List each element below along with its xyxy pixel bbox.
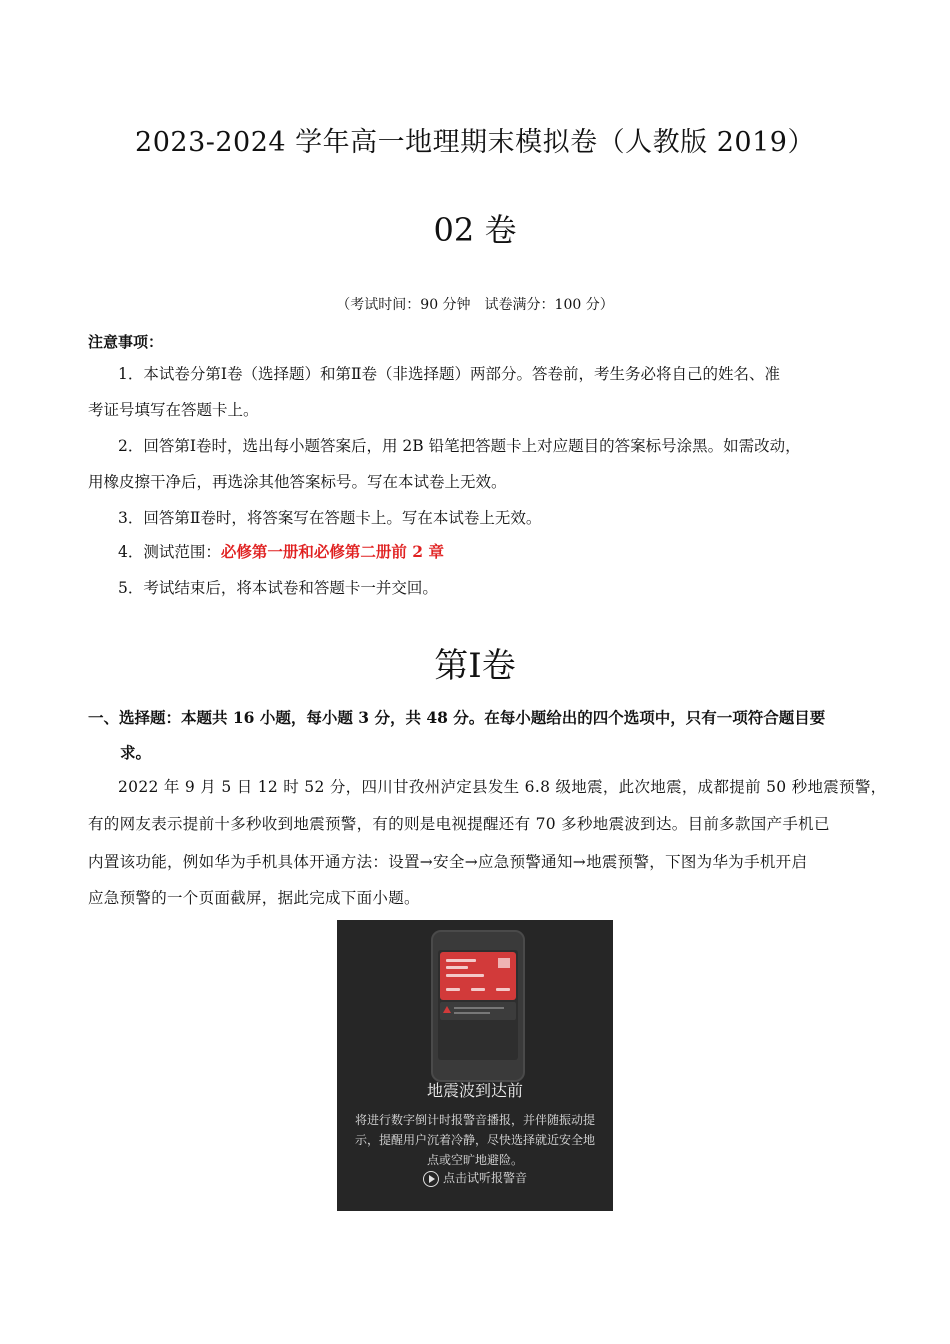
notice-item-4	[118, 541, 444, 563]
exam-info: （考试时间：90 分钟 试卷满分：100 分）	[336, 297, 614, 313]
alert-badge	[498, 958, 510, 968]
notice-item-5: 5．考试结束后，将本试卷和答题卡一并交回。	[118, 579, 438, 597]
test-scope: 必修第一册和必修第二册前 2 章	[220, 542, 444, 561]
passage-line-4: 应急预警的一个页面截屏，据此完成下面小题。	[88, 889, 420, 907]
play-alarm-label: 点击试听报警音	[442, 1171, 527, 1185]
phone-screen	[438, 950, 518, 1060]
warning-icon	[443, 1006, 451, 1013]
play-icon	[423, 1171, 439, 1187]
question-heading-line-1: 一、选择题：本题共 16 小题，每小题 3 分，共 48 分。在每小题给出的四个选项中，只有一项符合题目要	[88, 708, 826, 727]
alert-card	[440, 952, 516, 1000]
passage-line-2: 有的网友表示提前十多秒收到地震预警，有的则是电视提醒还有 70 多秒地震波到达。目前多款国产手机已	[88, 815, 830, 833]
notification-row	[440, 1002, 516, 1020]
figure-description-line-1: 将进行数字倒计时报警音播报，并伴随振动提	[354, 1113, 595, 1127]
passage-line-1: 2022 年 9 月 5 日 12 时 52 分，四川甘孜州泸定县发生 6.8 级地震，此次地震，成都提前 50 秒地震预警，	[118, 778, 887, 796]
figure-description-line-3: 点或空旷地避险。	[426, 1153, 523, 1167]
notice-item-3: 3．回答第Ⅱ卷时，将答案写在答题卡上。写在本试卷上无效。	[118, 509, 542, 527]
earthquake-warning-screenshot	[337, 920, 613, 1211]
paper-number: 02 卷	[433, 211, 517, 249]
document-title: 2023-2024 学年高一地理期末模拟卷（人教版 2019）	[135, 127, 815, 158]
section-title: 第Ⅰ卷	[434, 646, 516, 686]
play-alarm-link	[337, 1169, 613, 1187]
notice-item-1-line-1: 1．本试卷分第Ⅰ卷（选择题）和第Ⅱ卷（非选择题）两部分。答卷前，考生务必将自己的姓名、准	[118, 365, 781, 383]
figure-description	[345, 1110, 605, 1170]
question-heading-line-2: 求。	[120, 743, 152, 762]
notice-heading: 注意事项：	[88, 333, 164, 351]
notice-item-2-line-1: 2．回答第Ⅰ卷时，选出每小题答案后，用 2B 铅笔把答题卡上对应题目的答案标号涂黑。如需改动，	[118, 437, 801, 455]
notice-item-4-prefix: 4．测试范围：	[118, 543, 221, 561]
phone-illustration-icon	[431, 930, 525, 1082]
notice-item-2-line-2: 用橡皮擦干净后，再选涂其他答案标号。写在本试卷上无效。	[88, 473, 507, 491]
passage-line-3: 内置该功能，例如华为手机具体开通方法：设置→安全→应急预警通知→地震预警，下图为华为手机开启	[88, 853, 808, 871]
figure-title: 地震波到达前	[426, 1081, 523, 1100]
figure-description-line-2: 示，提醒用户沉着冷静，尽快选择就近安全地	[354, 1133, 595, 1147]
notice-item-1-line-2: 考证号填写在答题卡上。	[88, 401, 259, 419]
